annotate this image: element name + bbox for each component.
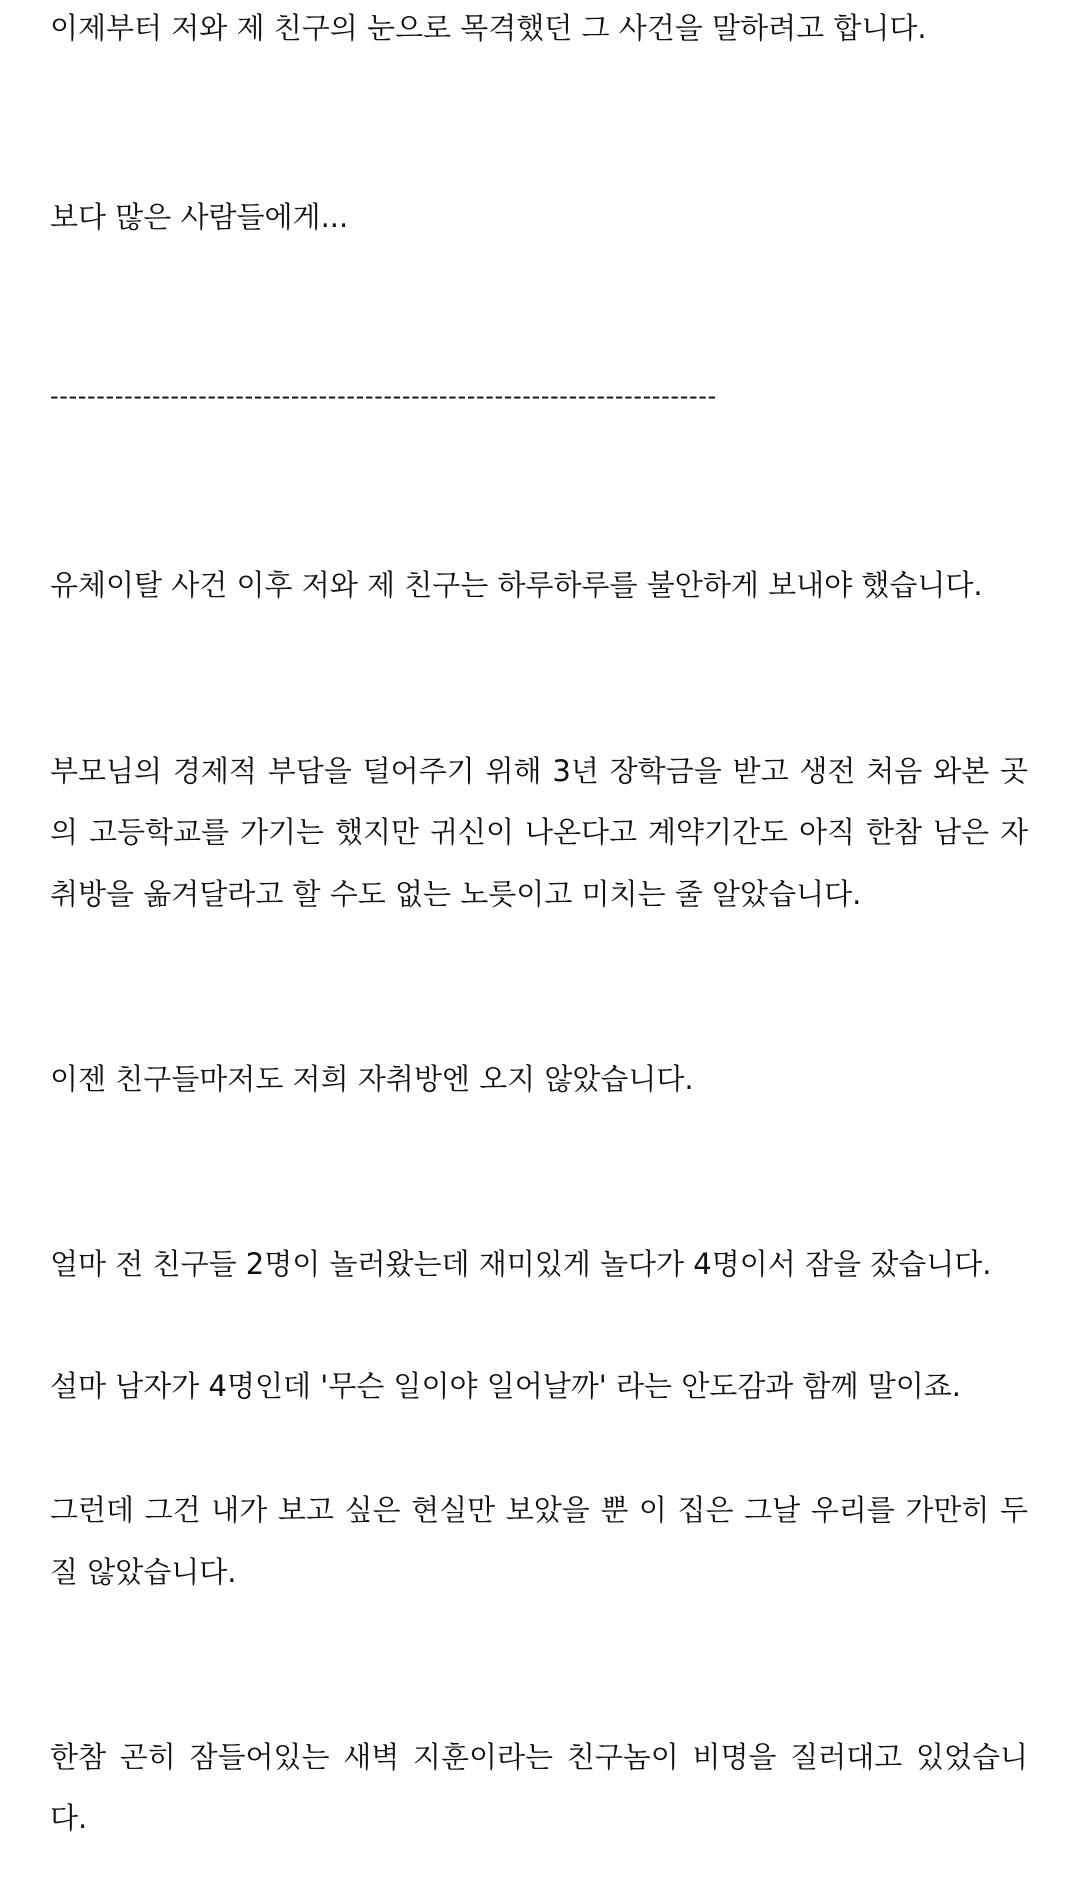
paragraph-line: 한참 곤히 잠들어있는 새벽 지훈이라는 친구놈이 비명을 질러대고 있었습니: [50, 1740, 1028, 1774]
paragraph-line: 그런데 그건 내가 보고 싶은 현실만 보았을 뿐 이 집은 그날 우리를 가만히 두: [50, 1493, 1028, 1527]
separator-line: ------------------------------------------------------------------------: [50, 382, 717, 410]
paragraph-line: 이제부터 저와 제 친구의 눈으로 목격했던 그 사건을 말하려고 합니다.: [50, 11, 927, 45]
paragraph-line: 다.: [50, 1801, 88, 1835]
paragraph-line: 설마 남자가 4명인데 '무슨 일이야 일어날까' 라는 안도감과 함께 말이죠.: [50, 1369, 961, 1403]
paragraph-line: 부모님의 경제적 부담을 덜어주기 위해 3년 장학금을 받고 생전 처음 와본 곳: [50, 754, 1028, 788]
paragraph-line: 취방을 옮겨달라고 할 수도 없는 노릇이고 미치는 줄 알았습니다.: [50, 877, 862, 911]
paragraph-line: 이젠 친구들마저도 저희 자취방엔 오지 않았습니다.: [50, 1062, 694, 1096]
paragraph-line: 의 고등학교를 가기는 했지만 귀신이 나온다고 계약기간도 아직 한참 남은 자: [50, 815, 1028, 849]
paragraph-line: 보다 많은 사람들에게...: [50, 200, 349, 234]
paragraph-line: 유체이탈 사건 이후 저와 제 친구는 하루하루를 불안하게 보내야 했습니다.: [50, 568, 983, 602]
paragraph-line: 질 않았습니다.: [50, 1555, 237, 1589]
paragraph-line: 얼마 전 친구들 2명이 놀러왔는데 재미있게 놀다가 4명이서 잠을 잤습니다.: [50, 1247, 992, 1281]
